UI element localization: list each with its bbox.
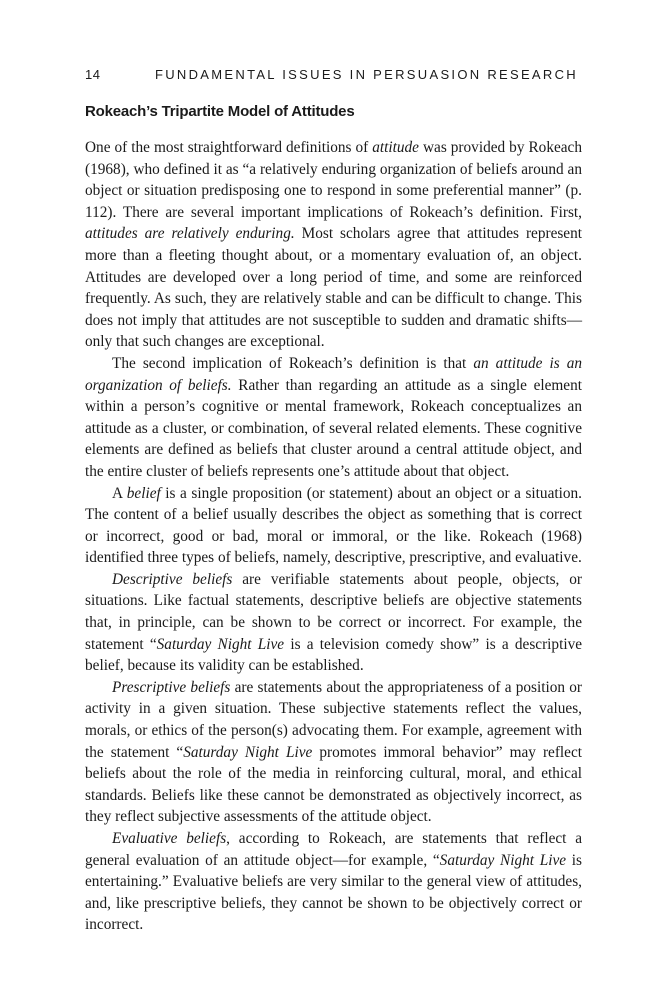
text-run: promotes immoral behavior” may reflect beliefs about the role of the media in reinforcing cultural, moral, and ethical standards. Beliefs like these cannot be demonstrated as objectively incorrect, as they reflect subjective assessments of the attitude object. [85, 743, 583, 826]
text-run: is a single proposition (or statement) about an object or a situation. The content of a belief usually describes the object as something that is correct or incorrect, good or bad, moral or immoral, or the like. Rokeach (1968) identified three types of beliefs, namely, descriptive, prescriptive, and evaluative. [85, 484, 582, 567]
paragraph-attitude-definition [85, 137, 582, 353]
running-title: FUNDAMENTAL ISSUES IN PERSUASION RESEARCH [155, 67, 578, 82]
text-run: was provided by Rokeach (1968), who defined it as “a relatively enduring organization of beliefs around an object or situation predisposing one to respond in some preferential manner” (p. 112). There are several important implications of Rokeach’s definition. First, [85, 139, 582, 221]
italic-title: Saturday Night Live [156, 635, 285, 653]
text-run: are verifiable statements about people, objects, or situations. Like factual statements, descriptive beliefs are objective statements that, in principle, can be shown to be correct or incorrect. For example, the statement “ [85, 570, 582, 653]
text-run: Rather than regarding an attitude as a single element within a person’s cognitive or mental framework, Rokeach conceptualizes an attitude as a cluster, or combination, of several related elements. These cognitive elements are defined as beliefs that cluster around a central attitude object, and the entire cluster of beliefs represents one’s attitude about that object. [85, 376, 582, 480]
paragraph-descriptive-beliefs [85, 569, 582, 677]
text-run: is a television comedy show” is a descriptive belief, because its validity can be established. [85, 635, 583, 675]
italic-term: Evaluative beliefs [112, 830, 227, 847]
italic-term: Prescriptive beliefs [112, 678, 231, 696]
paragraph-organization-of-beliefs [85, 353, 582, 483]
text-run: is entertaining.” Evaluative beliefs are very similar to the general view of attitudes, and, like prescriptive beliefs, they cannot be shown to be objectively correct or incorrect. [85, 851, 583, 934]
paragraph-belief-definition [85, 483, 582, 569]
page-number: 14 [85, 67, 101, 82]
text-run: Most scholars agree that attitudes represent more than a fleeting thought about, or a momentary evaluation of, an object. Attitudes are developed over a long period of time, and some are reinforced frequently. As such, they are relatively stable and can be difficult to change. This does not imply that attitudes are not susceptible to sudden and dramatic shifts—only that such changes are exceptional. [85, 225, 582, 351]
text-run: One of the most straightforward definitions of [85, 139, 373, 156]
running-header [85, 67, 585, 87]
text-run: , according to Rokeach, are statements that reflect a general evaluation of an attitude object—for example, “ [85, 830, 582, 869]
italic-title: Saturday Night Live [183, 743, 313, 761]
body-text [85, 137, 582, 936]
text-run: A [112, 484, 127, 502]
italic-term: attitude [372, 139, 419, 156]
paragraph-evaluative-beliefs [85, 828, 582, 936]
text-run: are statements about the appropriateness of a position or activity in a given situation. These subjective statements reflect the values, morals, or ethics of the person(s) advocating them. For example, agreement with the statement “ [85, 678, 583, 761]
paragraph-prescriptive-beliefs [85, 677, 582, 828]
italic-emphasis: attitudes are relatively enduring. [85, 225, 295, 243]
text-run: The second implication of Rokeach’s definition is that [112, 354, 474, 372]
section-heading: Rokeach’s Tripartite Model of Attitudes [85, 103, 355, 120]
italic-emphasis: an attitude is an organization of beliefs. [85, 354, 582, 394]
italic-title: Saturday Night Live [439, 851, 567, 869]
italic-term: Descriptive beliefs [112, 570, 233, 588]
italic-term: belief [126, 484, 161, 502]
